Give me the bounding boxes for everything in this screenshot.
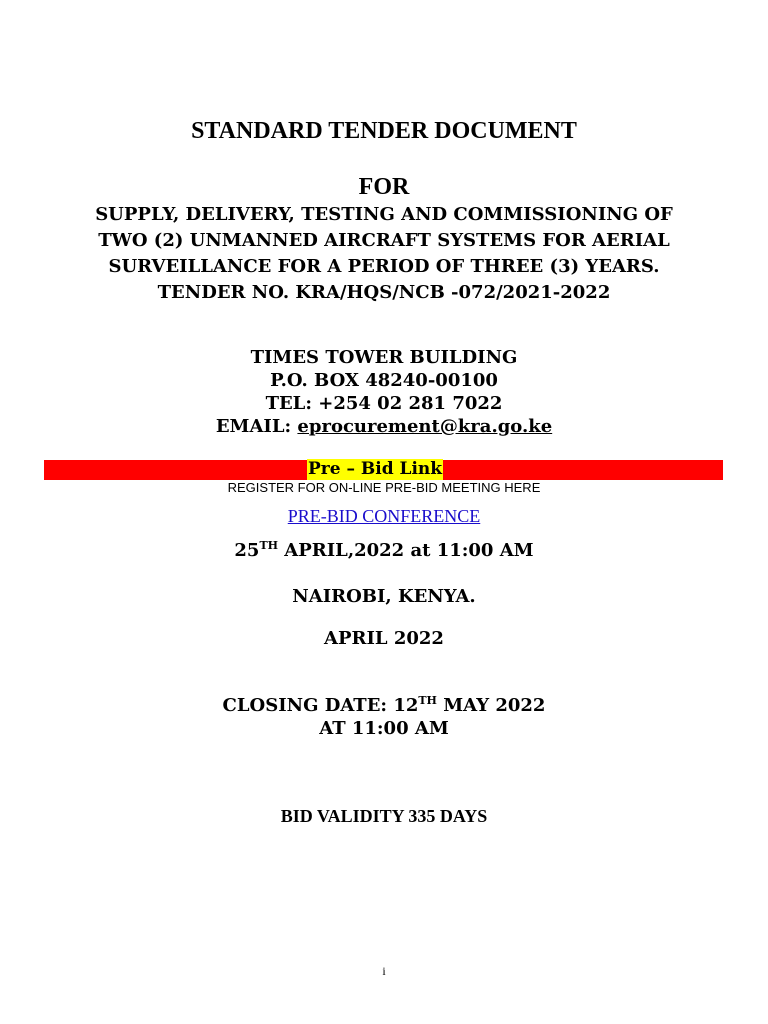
prebid-date-rest: APRIL,2022 at 11:00 AM xyxy=(278,540,534,561)
tender-subject xyxy=(0,202,768,280)
closing-date-block xyxy=(0,694,768,740)
email-line xyxy=(0,415,768,438)
prebid-date-day: 25 xyxy=(234,540,260,561)
closing-time: AT 11:00 AM xyxy=(319,718,449,739)
subject-line: TWO (2) UNMANNED AIRCRAFT SYSTEMS FOR AERIAL xyxy=(98,230,670,251)
for-label: FOR xyxy=(358,174,410,200)
telephone: TEL: +254 02 281 7022 xyxy=(265,393,503,414)
prebid-link-label[interactable]: Pre – Bid Link xyxy=(308,459,443,479)
closing-date-suffix: TH xyxy=(418,694,437,707)
register-instruction: REGISTER FOR ON-LINE PRE-BID MEETING HERE xyxy=(227,480,541,495)
document-title: STANDARD TENDER DOCUMENT xyxy=(191,118,577,144)
prebid-date xyxy=(0,540,768,561)
tender-number: TENDER NO. KRA/HQS/NCB -072/2021-2022 xyxy=(157,282,611,303)
prebid-conference-link-text[interactable]: PRE-BID CONFERENCE xyxy=(287,506,481,526)
location: NAIROBI, KENYA. xyxy=(292,586,476,607)
issue-date: APRIL 2022 xyxy=(324,628,444,649)
subject-line: SURVEILLANCE FOR A PERIOD OF THREE (3) YEARS. xyxy=(108,256,660,277)
building-name: TIMES TOWER BUILDING xyxy=(250,347,518,368)
closing-date-rest: MAY 2022 xyxy=(436,695,546,716)
bid-validity: BID VALIDITY 335 DAYS xyxy=(280,806,488,826)
email-link[interactable]: eprocurement@kra.go.ke xyxy=(297,416,553,437)
subject-line: SUPPLY, DELIVERY, TESTING AND COMMISSIONING OF xyxy=(95,204,673,225)
closing-date-label: CLOSING DATE: 12 xyxy=(222,695,419,716)
closing-date xyxy=(0,694,768,717)
prebid-conference-link xyxy=(0,506,768,527)
email-label: EMAIL: xyxy=(215,416,298,437)
po-box: P.O. BOX 48240-00100 xyxy=(270,370,498,391)
prebid-date-suffix: TH xyxy=(259,539,279,552)
page-number: i xyxy=(382,964,386,978)
address-block xyxy=(0,346,768,438)
